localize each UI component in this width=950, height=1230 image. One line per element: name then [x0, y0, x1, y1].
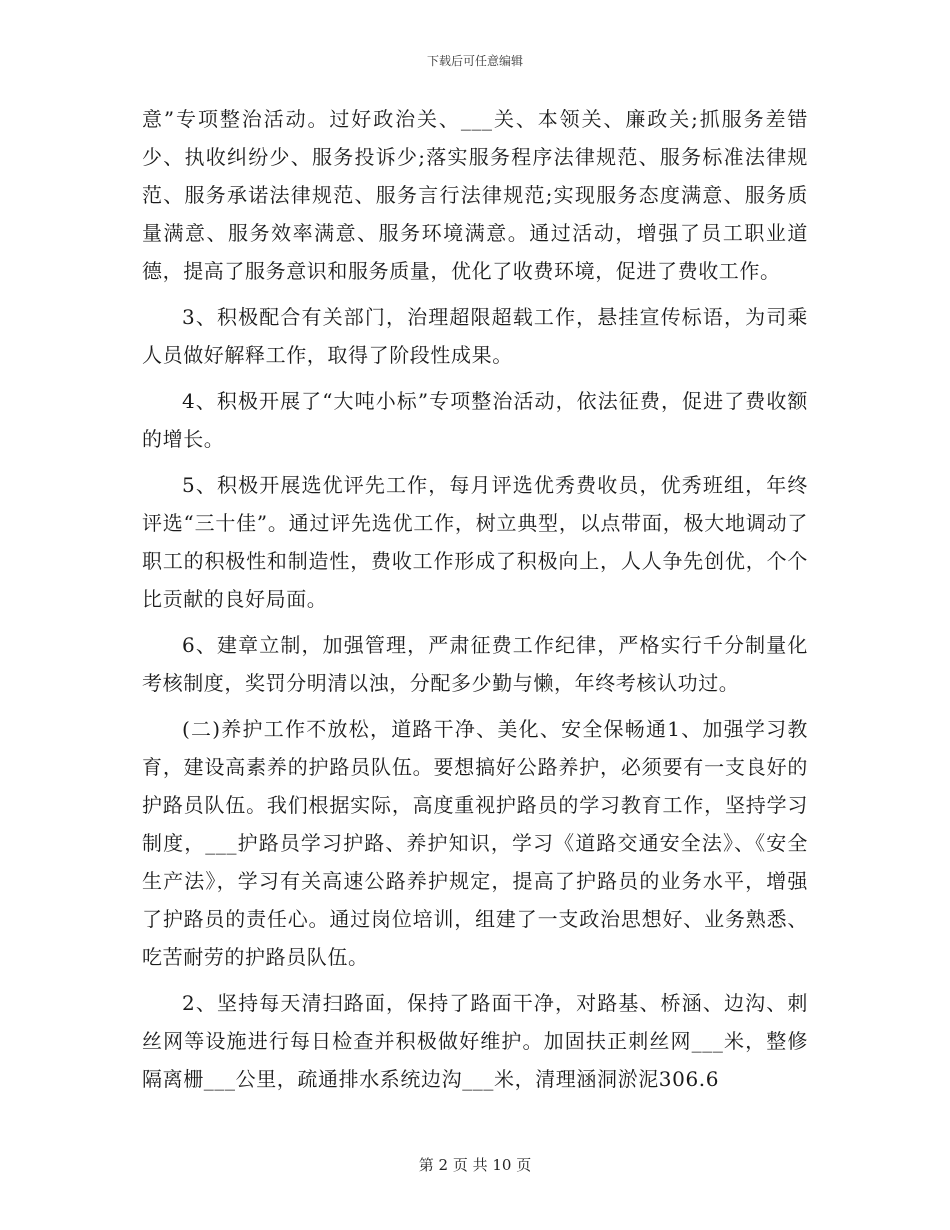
paragraph-item-5: 5、积极开展选优评先工作，每月评选优秀费收员，优秀班组，年终评选“三十佳”。通过评先选优工作，树立典型，以点带面，极大地调动了职工的积极性和制造性，费收工作形成了积极向上，人人争先创优，个个比贡献的良好局面。 [142, 473, 808, 611]
paragraph-item-4: 4、积极开展了“大吨小标”专项整治活动，依法征费，促进了费收额的增长。 [142, 389, 808, 451]
paragraph-section-2: (二)养护工作不放松，道路干净、美化、安全保畅通1、加强学习教育，建设高素养的护路员队伍。要想搞好公路养护，必须要有一支良好的护路员队伍。我们根据实际，高度重视护路员的学习教育工作，坚持学习制度，___护路员学习护路、养护知识，学习《道路交通安全法》、《安全生产法》，学习有关高速公路养护规定，提高了护路员的业务水平，增强了护路员的责任心。通过岗位培训，组建了一支政治思想好、业务熟悉、吃苦耐劳的护路员队伍。 [142, 717, 808, 969]
page-header-note: 下载后可任意编辑 [426, 54, 523, 68]
paragraph-item-6: 6、建章立制，加强管理，严肃征费工作纪律，严格实行千分制量化考核制度，奖罚分明清以浊，分配多少勤与懒，年终考核认功过。 [142, 633, 808, 695]
paragraph-continued: 意”专项整治活动。过好政治关、___关、本领关、廉政关;抓服务差错少、执收纠纷少、服务投诉少;落实服务程序法律规范、服务标准法律规范、服务承诺法律规范、服务言行法律规范;实现服务态度满意、服务质量满意、服务效率满意、服务环境满意。通过活动，增强了员工职业道德，提高了服务意识和服务质量，优化了收费环境，促进了费收工作。 [142, 107, 808, 283]
paragraph-item-3: 3、积极配合有关部门，治理超限超载工作，悬挂宣传标语，为司乘人员做好解释工作，取得了阶段性成果。 [142, 305, 808, 367]
document-body [142, 100, 808, 1106]
page-number-footer: 第 2 页 共 10 页 [418, 1156, 532, 1174]
paragraph-item-2: 2、坚持每天清扫路面，保持了路面干净，对路基、桥涵、边沟、刺丝网等设施进行每日检查并积极做好维护。加固扶正刺丝网___米，整修隔离栅___公里，疏通排水系统边沟___米，清理涵洞淤泥306.6 [142, 991, 808, 1091]
